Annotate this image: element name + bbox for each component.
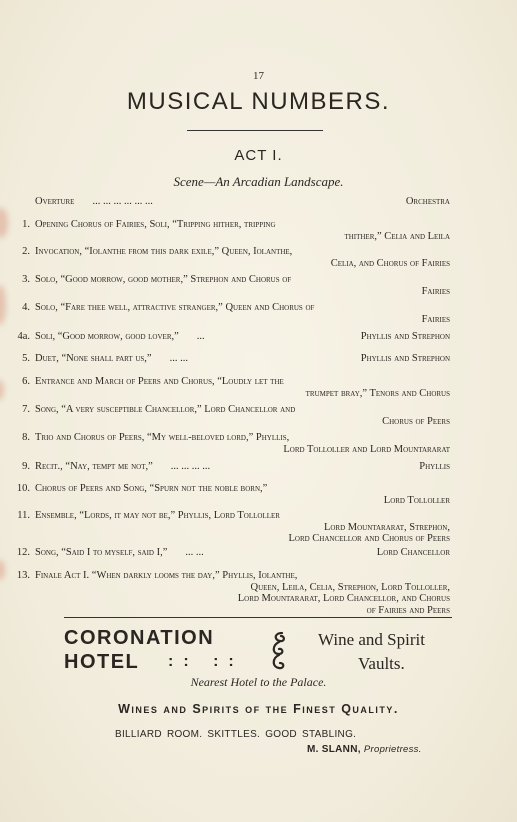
number-performer: Orchestra bbox=[405, 196, 450, 207]
page-number: 17 bbox=[253, 70, 264, 82]
number-line bbox=[35, 510, 450, 522]
number-index: 1. bbox=[22, 219, 30, 230]
number-continuation: Fairies bbox=[421, 285, 450, 297]
leader-dots: ... ... ... ... ... ... bbox=[92, 196, 153, 207]
number-index: 8. bbox=[22, 432, 30, 443]
number-continuation: Fairies bbox=[421, 313, 450, 325]
number-line bbox=[35, 432, 450, 444]
number-performer: Lord Chancellor bbox=[376, 547, 450, 558]
number-line bbox=[35, 196, 450, 208]
leader-dots: ... ... bbox=[169, 353, 188, 364]
proprietress-label: Proprietress. bbox=[363, 744, 422, 755]
number-continuation: Celia, and Chorus of Fairies bbox=[330, 257, 450, 269]
proprietor-name: M. SLANN, bbox=[307, 744, 361, 755]
number-line bbox=[35, 483, 450, 495]
page-title: MUSICAL NUMBERS. bbox=[126, 88, 391, 115]
number-title: Song, “Said I to myself, said I,” bbox=[35, 547, 168, 558]
leader-dots: ... ... ... ... bbox=[170, 461, 211, 472]
number-continuation: Lord Mountararat, Lord Chancellor, and Chorus bbox=[237, 593, 450, 604]
number-index: 11. bbox=[17, 510, 30, 521]
number-title: Trio and Chorus of Peers, “My well-beloved lord,” Phyllis, bbox=[35, 432, 290, 443]
hotel-name-line1: CORONATION bbox=[64, 627, 215, 649]
facilities-text: BILLIARD ROOM. SKITTLES. GOOD STABLING. bbox=[115, 729, 357, 740]
number-continuation: Lord Chancellor and Chorus of Peers bbox=[288, 533, 450, 544]
number-line bbox=[35, 461, 450, 473]
number-line bbox=[35, 246, 450, 258]
number-title: Duet, “None shall part us,” bbox=[35, 353, 152, 364]
number-continuation: Lord Mountararat, Strephon, bbox=[323, 521, 450, 533]
nearest-hotel-text: Nearest Hotel to the Palace. bbox=[190, 675, 327, 689]
number-line bbox=[35, 547, 450, 559]
number-index: 6. bbox=[22, 376, 30, 387]
number-index: 7. bbox=[22, 404, 30, 415]
number-title: Opening Chorus of Fairies, Soli, “Tripping hither, tripping bbox=[35, 219, 276, 230]
number-continuation: of Fairies and Peers bbox=[366, 604, 450, 616]
number-title: Entrance and March of Peers and Chorus, “Loudly let the bbox=[35, 376, 284, 387]
advert-divider bbox=[64, 617, 452, 618]
hotel-ornament-colons: :: :: bbox=[168, 653, 244, 670]
scroll-ornament-icon bbox=[268, 630, 290, 672]
number-title: Overture bbox=[35, 196, 75, 207]
number-line bbox=[35, 404, 450, 416]
number-continuation: Queen, Leila, Celia, Strephon, Lord Tolloller, bbox=[250, 581, 450, 593]
number-title: Finale Act I. “When darkly looms the day,” Phyllis, Iolanthe, bbox=[35, 570, 298, 581]
number-line bbox=[35, 219, 450, 231]
number-continuation: Chorus of Peers bbox=[382, 415, 450, 427]
number-line bbox=[35, 274, 450, 286]
number-index: 13. bbox=[16, 570, 30, 581]
number-index: 4a. bbox=[17, 331, 30, 342]
number-title: Invocation, “Iolanthe from this dark exile,” Queen, Iolanthe, bbox=[35, 246, 293, 257]
number-line bbox=[35, 331, 450, 343]
number-title: Chorus of Peers and Song, “Spurn not the noble born,” bbox=[35, 483, 268, 494]
wine-and-spirit-text: Wine and Spirit bbox=[318, 630, 425, 649]
leader-dots: ... ... bbox=[185, 547, 204, 558]
number-performer: Phyllis and Strephon bbox=[360, 353, 450, 364]
number-title: Recit., “Nay, tempt me not,” bbox=[35, 461, 153, 472]
number-title: Ensemble, “Lords, it may not be,” Phyllis, Lord Tolloller bbox=[35, 510, 280, 521]
number-line bbox=[35, 376, 450, 388]
number-line bbox=[35, 353, 450, 365]
number-title: Soli, “Good morrow, good lover,” bbox=[35, 331, 179, 342]
wines-and-spirits-text: Wines and Spirits of the Finest Quality. bbox=[118, 702, 399, 716]
hotel-name-line2: HOTEL bbox=[64, 651, 140, 673]
number-continuation: Lord Tolloller and Lord Mountararat bbox=[283, 443, 450, 455]
number-title: Solo, “Good morrow, good mother,” Strephon and Chorus of bbox=[35, 274, 292, 285]
number-index: 2. bbox=[22, 246, 30, 257]
number-continuation: Lord Tolloller bbox=[383, 494, 450, 506]
number-continuation: trumpet bray,” Tenors and Chorus bbox=[305, 387, 450, 399]
leader-dots: ... bbox=[196, 331, 205, 342]
proprietor-line bbox=[307, 744, 422, 755]
vaults-text: Vaults. bbox=[358, 654, 405, 673]
number-line bbox=[35, 302, 450, 314]
number-index: 5. bbox=[22, 353, 30, 364]
number-index: 3. bbox=[22, 274, 30, 285]
number-performer: Phyllis and Strephon bbox=[360, 331, 450, 342]
number-index: 4. bbox=[22, 302, 30, 313]
number-title: Solo, “Fare thee well, attractive stranger,” Queen and Chorus of bbox=[35, 302, 315, 313]
number-continuation: thither,” Celia and Leila bbox=[344, 230, 450, 242]
act-heading: ACT I. bbox=[234, 147, 283, 164]
number-title: Song, “A very susceptible Chancellor,” Lord Chancellor and bbox=[35, 404, 296, 415]
number-index: 9. bbox=[22, 461, 30, 472]
number-index: 12. bbox=[16, 547, 30, 558]
scene-heading: Scene—An Arcadian Landscape. bbox=[173, 174, 344, 189]
number-performer: Phyllis bbox=[419, 461, 450, 472]
title-divider bbox=[187, 130, 323, 131]
number-index: 10. bbox=[16, 483, 30, 494]
number-line bbox=[35, 570, 450, 582]
